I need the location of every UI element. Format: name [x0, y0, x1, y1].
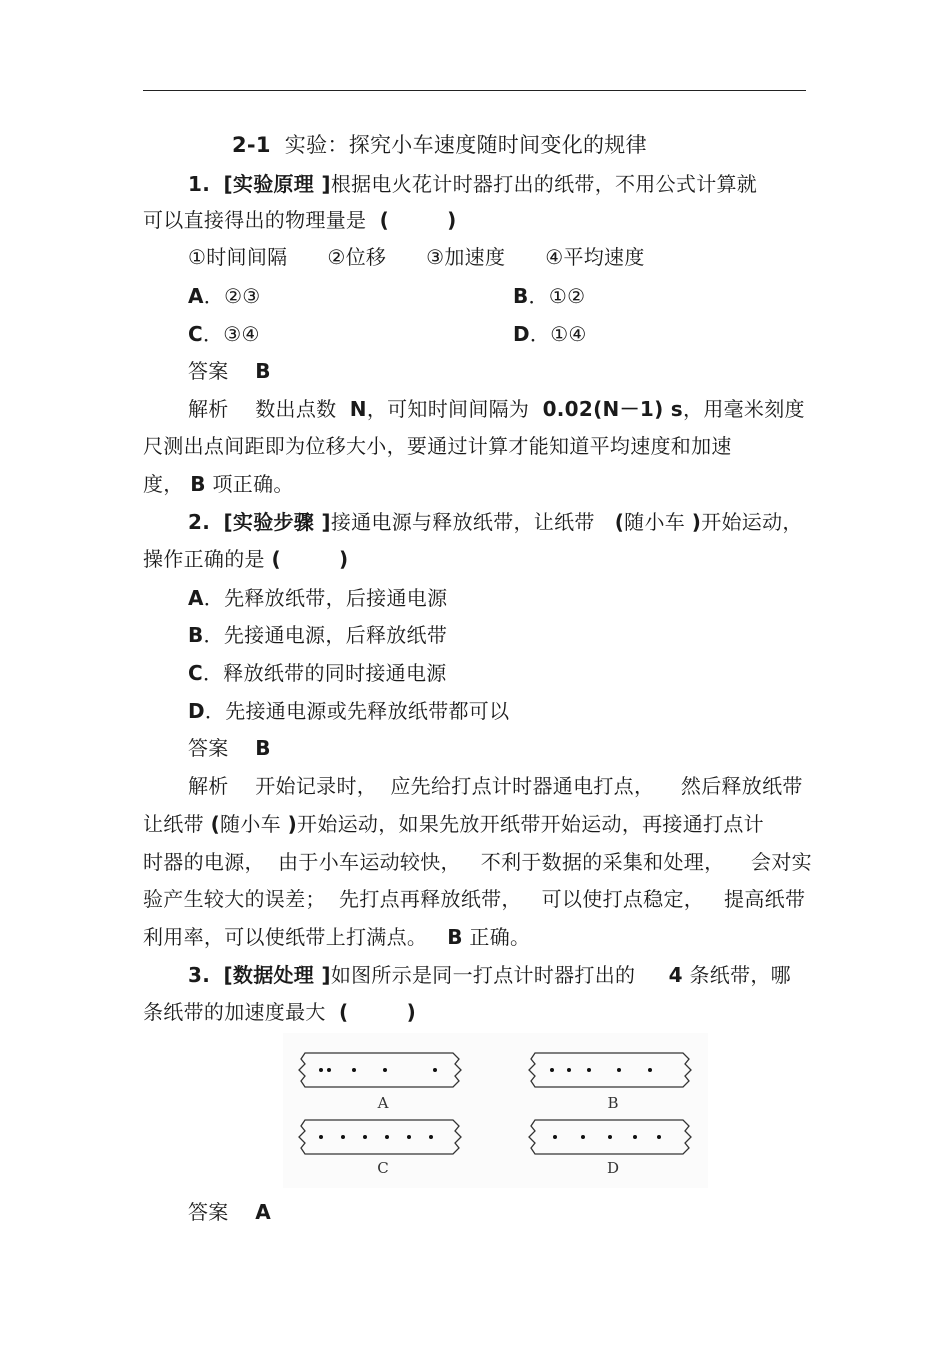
q2-answer: 答案 B: [188, 736, 271, 760]
q2-option-d: D．先接通电源或先释放纸带都可以: [188, 699, 510, 723]
tape-b-dot: [648, 1068, 652, 1072]
tape-b-dot: [617, 1068, 621, 1072]
q2-analysis-line2: 让纸带 (随小车 )开始运动，如果先放开纸带开始运动，再接通打点计: [143, 812, 764, 836]
tape-d-label: D: [606, 1159, 620, 1177]
q3-answer: 答案 A: [188, 1200, 272, 1224]
q3-stem-line1: 3. [数据处理 ]如图所示是同一打点计时器打出的 4 条纸带，哪: [188, 963, 791, 987]
q1-stem-line2: 可以直接得出的物理量是 ( ): [143, 208, 457, 232]
q1-option-a: A．②③: [188, 284, 261, 308]
tape-c-dot: [341, 1135, 345, 1139]
tape-c-label: C: [377, 1159, 389, 1177]
tape-c-dot: [363, 1135, 367, 1139]
tape-d-dot: [608, 1135, 612, 1139]
q1-analysis-line2: 尺测出点间距即为位移大小，要通过计算才能知道平均速度和加速: [143, 434, 732, 458]
tape-d-dot: [633, 1135, 637, 1139]
q1-analysis-line1: 解析 数出点数 N，可知时间间隔为 0.02(N－1) s，用毫米刻度: [188, 397, 805, 421]
q1-option-d: D．①④: [513, 322, 587, 346]
q3-stem-line2: 条纸带的加速度最大 ( ): [143, 1000, 417, 1024]
tape-a-label: A: [377, 1094, 389, 1112]
paper-tapes-figure: [283, 1033, 708, 1188]
q2-analysis-line3: 时器的电源， 由于小车运动较快， 不利于数据的采集和处理， 会对实: [143, 850, 812, 874]
q2-stem-line1: 2. [实验步骤 ]接通电源与释放纸带，让纸带 (随小车 )开始运动，: [188, 510, 803, 534]
q1-option-b: B．①②: [513, 284, 586, 308]
q2-option-c: C．释放纸带的同时接通电源: [188, 661, 447, 685]
q2-option-b: B．先接通电源，后释放纸带: [188, 623, 448, 647]
q2-analysis-line1: 解析 开始记录时， 应先给打点计时器通电打点， 然后释放纸带: [188, 774, 803, 798]
tape-c-dot: [319, 1135, 323, 1139]
q2-analysis-line4: 验产生较大的误差； 先打点再释放纸带， 可以使打点稳定， 提高纸带: [143, 887, 806, 911]
q1-analysis-line3: 度， B 项正确。: [143, 472, 294, 496]
tape-d-dot: [553, 1135, 557, 1139]
q1-option-c: C．③④: [188, 322, 260, 346]
tape-b-dot: [567, 1068, 571, 1072]
tape-a-dot: [352, 1068, 356, 1072]
q2-option-a: A．先释放纸带，后接通电源: [188, 586, 448, 610]
q1-items: ①时间间隔 ②位移 ③加速度 ④平均速度: [188, 245, 645, 269]
tape-c-dot: [429, 1135, 433, 1139]
q2-stem-line2: 操作正确的是 ( ): [143, 547, 349, 571]
tape-c: [299, 1120, 461, 1154]
tape-b-dot: [550, 1068, 554, 1072]
q1-stem-line1: 1. [实验原理 ]根据电火花计时器打出的纸带，不用公式计算就: [188, 172, 758, 196]
q2-analysis-line5: 利用率，可以使纸带上打满点。 B 正确。: [143, 925, 531, 949]
tape-d-dot: [581, 1135, 585, 1139]
tape-a-dot: [383, 1068, 387, 1072]
header-rule: [143, 90, 806, 91]
q1-answer: 答案 B: [188, 359, 271, 383]
tape-a-dot: [433, 1068, 437, 1072]
tape-d-dot: [657, 1135, 661, 1139]
tape-c-dot: [407, 1135, 411, 1139]
tape-a-dot: [327, 1068, 331, 1072]
tape-c-dot: [385, 1135, 389, 1139]
tape-b-label: B: [607, 1094, 619, 1112]
tape-a-dot: [319, 1068, 323, 1072]
page-title: 2-1 实验：探究小车速度随时间变化的规律: [232, 133, 647, 157]
tape-b-dot: [587, 1068, 591, 1072]
